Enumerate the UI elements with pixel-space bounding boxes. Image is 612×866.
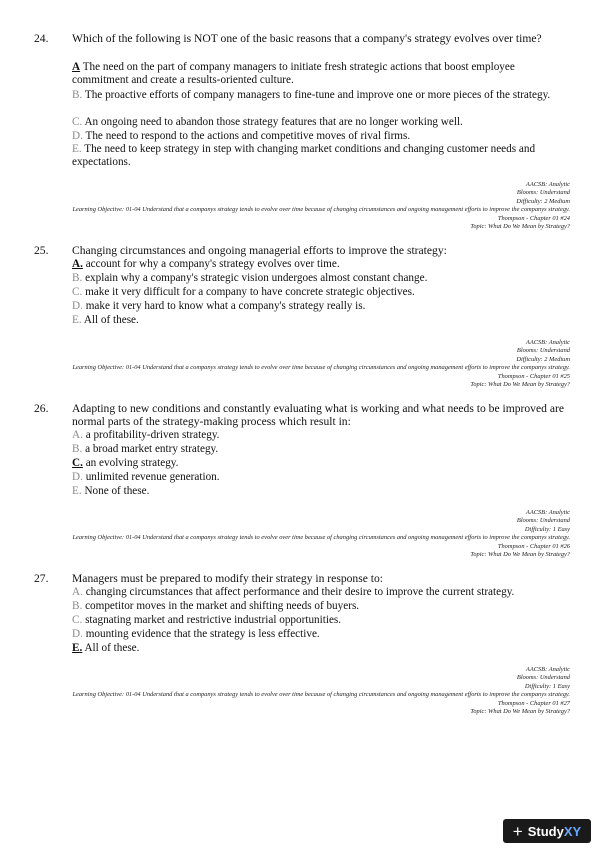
- option-text: make it very difficult for a company to have concrete strategic objectives.: [85, 286, 415, 298]
- option-letter: E.: [72, 314, 82, 326]
- option-letter: A.: [72, 586, 83, 598]
- question-number: 25.: [34, 244, 49, 257]
- option-letter: D.: [72, 130, 83, 142]
- blooms-tag: Blooms: Understand: [516, 517, 570, 525]
- blooms-tag: Blooms: Understand: [516, 189, 570, 197]
- difficulty-tag: Difficulty: 2 Medium: [516, 355, 570, 363]
- option-d: [72, 471, 572, 484]
- aacsb-tag: AACSB: Analytic: [525, 666, 570, 673]
- option-c: [72, 614, 572, 627]
- difficulty-tag: Difficulty: 1 Easy: [524, 525, 570, 533]
- option-e: [72, 485, 572, 498]
- option-letter: D.: [72, 628, 83, 640]
- source-tag: Thompson - Chapter 01 #27: [497, 699, 570, 707]
- option-text: make it very hard to know what a company's strategy really is.: [85, 300, 366, 312]
- option-d: [72, 300, 572, 313]
- question-number: 27.: [34, 572, 49, 585]
- option-letter: C.: [72, 457, 83, 469]
- option-letter: A.: [72, 429, 83, 441]
- topic-tag: Topic: What Do We Mean by Strategy?: [470, 381, 570, 389]
- studyxy-logo[interactable]: [503, 819, 591, 843]
- option-b: [72, 89, 572, 102]
- question-text: Changing circumstances and ongoing managerial efforts to improve the strategy:: [72, 244, 447, 257]
- option-letter: C.: [72, 116, 83, 128]
- option-letter: A.: [72, 258, 83, 270]
- option-text: competitor moves in the market and shifting needs of buyers.: [85, 600, 360, 612]
- source-tag: Thompson - Chapter 01 #25: [497, 372, 570, 380]
- learning-objective: Learning Objective: 01-04 Understand that a companys strategy tends to evolve over time because of changing circumstances and ongoing management efforts to improve the companys strategy.: [72, 206, 570, 214]
- difficulty-tag: Difficulty: 2 Medium: [516, 197, 570, 205]
- option-letter: C.: [72, 286, 83, 298]
- option-c: [72, 116, 572, 129]
- option-d: [72, 628, 572, 641]
- option-e: [72, 143, 572, 170]
- question-metadata: [10, 339, 570, 389]
- blooms-tag: Blooms: Understand: [516, 674, 570, 682]
- option-b: [72, 443, 572, 456]
- topic-tag: Topic: What Do We Mean by Strategy?: [470, 551, 570, 559]
- option-text: changing circumstances that affect performance and their desire to improve the current strategy.: [85, 586, 515, 598]
- option-letter: A: [72, 61, 81, 73]
- option-text: None of these.: [84, 485, 150, 497]
- option-text: explain why a company's strategic vision undergoes almost constant change.: [85, 272, 428, 284]
- option-letter: E.: [72, 642, 83, 654]
- source-tag: Thompson - Chapter 01 #24: [497, 214, 570, 222]
- question-number: 24.: [34, 32, 49, 45]
- option-a: [72, 61, 572, 88]
- aacsb-tag: AACSB: Analytic: [525, 339, 570, 346]
- option-letter: B.: [72, 89, 83, 101]
- option-e: [72, 314, 572, 327]
- option-text: an evolving strategy.: [85, 457, 179, 469]
- topic-tag: Topic: What Do We Mean by Strategy?: [470, 708, 570, 716]
- option-text: The need on the part of company managers to initiate fresh strategic actions that boost employee commitment and create a results-oriented culture.: [72, 61, 515, 87]
- option-a: [72, 429, 572, 442]
- question-number: 26.: [34, 402, 49, 415]
- option-letter: B.: [72, 600, 83, 612]
- question-text: Managers must be prepared to modify their strategy in response to:: [72, 572, 384, 585]
- option-text: stagnating market and restrictive industrial opportunities.: [85, 614, 342, 626]
- logo-text-study: Study: [527, 823, 564, 839]
- question-text: Adapting to new conditions and constantly evaluating what is working and what needs to be improved are normal parts of the strategy-making process which result in:: [72, 402, 564, 429]
- logo-text-xy: XY: [563, 823, 582, 839]
- option-text: The need to respond to the actions and competitive moves of rival firms.: [85, 130, 411, 142]
- option-letter: E.: [72, 143, 82, 155]
- option-text: The proactive efforts of company managers to fine-tune and improve one or more pieces of the strategy.: [84, 89, 551, 101]
- option-d: [72, 130, 572, 143]
- source-tag: Thompson - Chapter 01 #26: [497, 542, 570, 550]
- question-text: Which of the following is NOT one of the basic reasons that a company's strategy evolves over time?: [72, 32, 542, 45]
- option-b: [72, 272, 572, 285]
- option-letter: B.: [72, 272, 83, 284]
- question-metadata: [10, 181, 570, 231]
- learning-objective: Learning Objective: 01-04 Understand that a companys strategy tends to evolve over time because of changing circumstances and ongoing management efforts to improve the companys strategy.: [72, 691, 570, 699]
- option-letter: D.: [72, 471, 83, 483]
- option-letter: D.: [72, 300, 83, 312]
- option-c: [72, 457, 572, 470]
- option-text: An ongoing need to abandon those strategy features that are no longer working well.: [84, 116, 463, 128]
- option-a: [72, 258, 572, 271]
- aacsb-tag: AACSB: Analytic: [525, 181, 570, 188]
- option-letter: B.: [72, 443, 83, 455]
- aacsb-tag: AACSB: Analytic: [525, 509, 570, 516]
- blooms-tag: Blooms: Understand: [516, 347, 570, 355]
- option-b: [72, 600, 572, 613]
- plus-icon: +: [512, 821, 523, 841]
- option-e: [72, 642, 572, 655]
- question-metadata: [10, 666, 570, 716]
- difficulty-tag: Difficulty: 1 Easy: [524, 682, 570, 690]
- option-text: unlimited revenue generation.: [85, 471, 220, 483]
- option-c: [72, 286, 572, 299]
- option-text: a broad market entry strategy.: [85, 443, 219, 455]
- option-text: a profitability-driven strategy.: [85, 429, 220, 441]
- option-text: account for why a company's strategy evolves over time.: [85, 258, 340, 270]
- learning-objective: Learning Objective: 01-04 Understand that a companys strategy tends to evolve over time because of changing circumstances and ongoing management efforts to improve the companys strategy.: [72, 534, 570, 542]
- option-letter: C.: [72, 614, 83, 626]
- topic-tag: Topic: What Do We Mean by Strategy?: [470, 223, 570, 231]
- option-text: mounting evidence that the strategy is less effective.: [85, 628, 320, 640]
- question-metadata: [10, 509, 570, 559]
- option-text: The need to keep strategy in step with changing market conditions and changing customer needs and expectations.: [72, 143, 536, 169]
- learning-objective: Learning Objective: 01-04 Understand that a companys strategy tends to evolve over time because of changing circumstances and ongoing management efforts to improve the companys strategy.: [72, 364, 570, 372]
- option-text: All of these.: [84, 642, 140, 654]
- option-text: All of these.: [83, 314, 139, 326]
- option-letter: E.: [72, 485, 82, 497]
- option-a: [72, 586, 572, 599]
